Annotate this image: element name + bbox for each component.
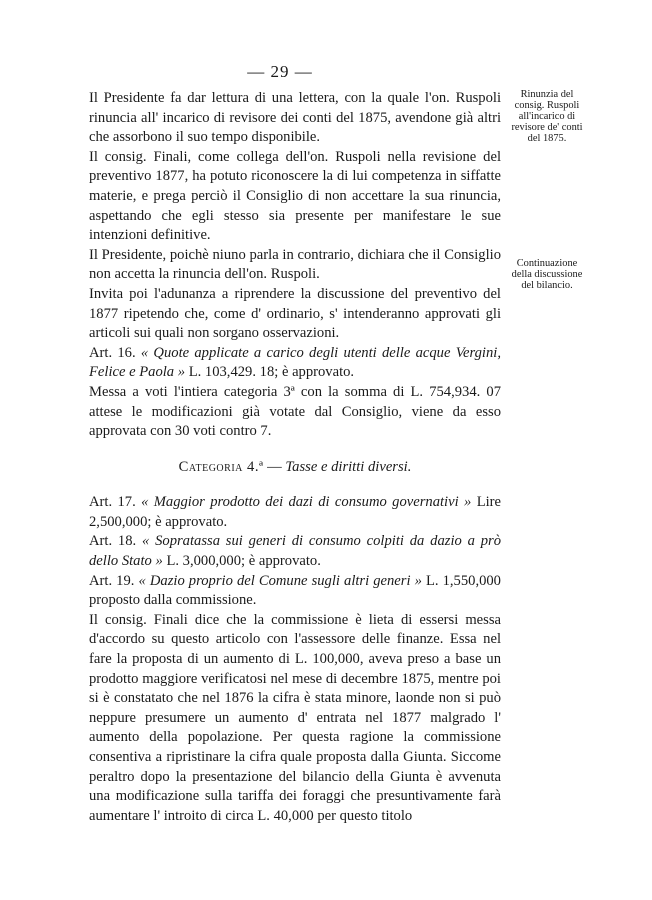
article-18-title: « Sopratassa sui generi di consumo colpiti da dazio a prò dello Stato » (89, 533, 501, 570)
paragraph-finali-collega: Il consig. Finali, come collega dell'on. Ruspoli nella revisione del preventivo 1877, ha potuto riconoscere la di lui competenza in siffatte materie, e prega perciò il Consiglio di non accettare la sua rinuncia, aspettando che egli stesso sia presente per manifestare le sue intenzioni definitive. (89, 148, 501, 244)
article-18 (89, 532, 501, 571)
page-number: — 29 — (247, 62, 313, 81)
margin-note-ruspoli: Rinunzia del consig. Ruspoli all'incarico di revisore de' conti del 1875. (511, 89, 583, 144)
article-16 (89, 344, 501, 383)
article-19 (89, 572, 501, 611)
paragraph-finali-commission: Il consig. Finali dice che la commissione è lieta di essersi messa d'accordo su questo articolo con l'assessore delle finanze. Essa nel fare la proposta di un aumento di L. 100,000, aveva preso a base un prodotto maggiore verificatosi nel mese di decembre 1875, mentre poi si è constatato che nel 1876 la cifra è stata minore, laonde non si può neppure presumere un aumento d' entrata nel 1877 malgrado l' aumento della popolazione. Per questa ragione la commissione consentiva a ripristinare la cifra quale proposta dalla Giunta. Siccome peraltro dopo la presentazione del bilancio della Giunta è avvenuta una modificazione sulla tariffa dei foraggi che presuntivamente farà aumentare l' introito di circa L. 40,000 per questo titolo (89, 611, 501, 824)
article-17-title: « Maggior prodotto dei dazi di consumo governativi » (141, 494, 472, 511)
paragraph-president-declares: Il Presidente, poichè niuno parla in contrario, dichiara che il Consiglio non accetta la rinuncia dell'on. Ruspoli. (89, 246, 501, 283)
category-dash: — (267, 458, 282, 475)
category-label: Categoria 4.ª (178, 458, 264, 475)
article-19-number: Art. 19. (89, 572, 135, 589)
paragraph-category-3-vote: Messa a voti l'intiera categoria 3ª con la somma di L. 754,934. 07 attese le modificazioni già votate dal Consiglio, viene da esso approvata con 30 voti contro 7. (89, 383, 501, 440)
margin-note-continuation: Continuazione della discussione del bilancio. (511, 258, 583, 291)
paragraph-president-letter: Il Presidente fa dar lettura di una lettera, con la quale l'on. Ruspoli rinuncia all' incarico di revisore dei conti del 1875, avendone già altri che assorbono il suo tempo disponibile. (89, 90, 501, 146)
article-16-title: « Quote applicate a carico degli utenti delle acque Vergini, Felice e Paola » (89, 344, 501, 381)
category-title: Tasse e diritti diversi. (285, 458, 412, 475)
article-19-amount: L. 1,550,000 proposto dalla commissione. (89, 572, 501, 609)
article-16-number: Art. 16. (89, 344, 136, 361)
article-18-amount: L. 3,000,000; è approvato. (166, 553, 321, 570)
article-17-number: Art. 17. (89, 494, 136, 511)
article-19-title: « Dazio proprio del Comune sugli altri generi » (138, 572, 422, 589)
main-text (89, 89, 501, 826)
article-16-amount: L. 103,429. 18; è approvato. (188, 364, 355, 381)
category-4-heading (89, 458, 501, 478)
spacer (89, 477, 501, 493)
article-17 (89, 493, 501, 532)
article-17-amount: Lire 2,500,000; è approvato. (89, 494, 501, 530)
paragraph-resume-discussion: Invita poi l'adunanza a riprendere la discussione del preventivo del 1877 ripetendo che, come d' ordinario, s' intenderanno approvati gli articoli sui quali non sorgano osservazioni. (89, 285, 501, 342)
article-18-number: Art. 18. (89, 533, 137, 550)
spacer (89, 442, 501, 458)
